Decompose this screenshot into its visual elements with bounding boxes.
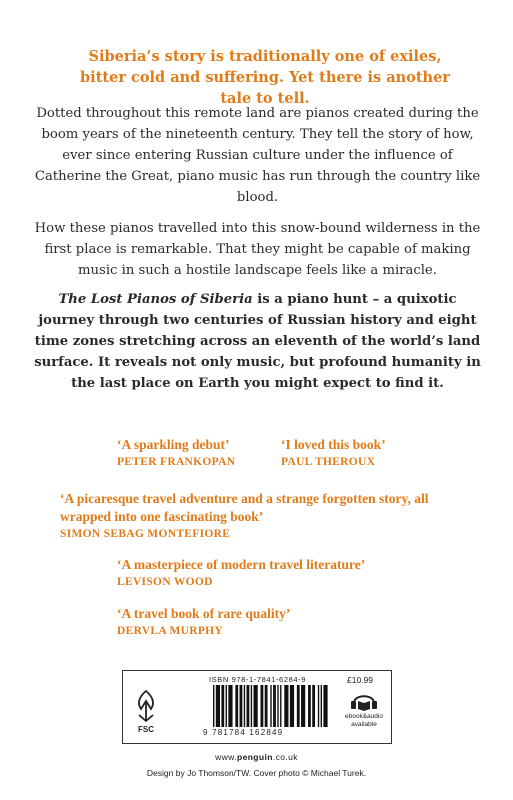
barcode-bar: [261, 685, 264, 727]
quote-text: ‘I loved this book’: [281, 437, 386, 452]
review-quote: [60, 490, 480, 542]
barcode-bar: [254, 685, 258, 727]
barcode-bar: [280, 685, 281, 727]
quote-text: ‘A travel book of rare quality’: [117, 606, 291, 621]
price-text: £10.99: [347, 675, 373, 685]
description-paragraph-3-text: is a piano hunt – a quixotic journey through two centuries of Russian history and eight time zones stretching across an eleventh of the world’s land surface. It reveals not only music, but profound humanity in the last place on Earth you might expect to find it.: [34, 292, 481, 391]
quote-author: SIMON SEBAG MONTEFIORE: [60, 528, 231, 540]
isbn-text: ISBN 978-1-7841-6284-9: [209, 675, 307, 684]
barcode-bar: [244, 685, 245, 727]
description-paragraph-3: [30, 289, 485, 394]
barcode-bar: [251, 685, 252, 727]
barcode-bar: [273, 685, 276, 727]
barcode-bar: [221, 685, 224, 727]
review-quote: [117, 436, 235, 470]
barcode-bar: [270, 685, 271, 727]
url-brand: penguin: [236, 752, 273, 762]
barcode-bar: [297, 685, 300, 727]
review-quote: [117, 605, 290, 639]
barcode-bar: [228, 685, 232, 727]
barcode-bar: [290, 685, 294, 727]
description-paragraph-2: How these pianos travelled into this snow-bound wilderness in the first place is remarkable. That they might be capable of making music in such a hostile landscape feels like a miracle.: [34, 221, 481, 278]
review-quote: [117, 556, 365, 590]
barcode-panel: [122, 670, 392, 744]
barcode-bar: [265, 685, 268, 727]
quote-author: DERVLA MURPHY: [117, 625, 224, 637]
barcode-bar: [318, 685, 319, 727]
fsc-label: FSC: [138, 725, 154, 734]
barcode-bar: [247, 685, 250, 727]
barcode-bar: [213, 685, 214, 727]
barcode-bar: [226, 685, 227, 727]
review-quote: [281, 436, 386, 470]
ebook-audio-label: ebook&audio available: [345, 713, 383, 728]
quote-text: ‘A sparkling debut’: [117, 437, 230, 452]
quote-text: ‘A picaresque travel adventure and a strange forgotten story, all wrapped into one fascinating book’: [60, 491, 429, 524]
barcode-bar: [308, 685, 311, 727]
barcode-digits: 9 781784 162849: [203, 728, 284, 737]
intro-blurb: Siberia’s story is traditionally one of exiles, bitter cold and suffering. Yet there is another tale to tell.: [80, 48, 450, 107]
quote-author: PAUL THEROUX: [281, 456, 376, 468]
barcode-bar: [216, 685, 220, 727]
description-paragraph-1: Dotted throughout this remote land are pianos created during the boom years of the nineteenth century. They tell the story of how, ever since entering Russian culture under the influence of Catherine the Great, piano music has run through the country like blood.: [34, 106, 481, 205]
publisher-url[interactable]: [0, 752, 513, 762]
quote-text: ‘A masterpiece of modern travel literature’: [117, 557, 366, 572]
barcode-bar: [240, 685, 243, 727]
design-credits: Design by Jo Thomson/TW. Cover photo © Michael Turek.: [146, 768, 367, 778]
barcode-bar: [301, 685, 305, 727]
barcode-bar: [312, 685, 315, 727]
barcode-bar: [323, 685, 327, 727]
barcode-bars: [213, 685, 329, 727]
quote-author: LEVISON WOOD: [117, 576, 213, 588]
quote-author: PETER FRANKOPAN: [117, 456, 236, 468]
barcode-bar: [277, 685, 278, 727]
barcode-bar: [235, 685, 238, 727]
url-prefix: www.: [215, 752, 237, 762]
book-title: The Lost Pianos of Siberia: [58, 292, 253, 307]
url-suffix: .co.uk: [272, 752, 298, 762]
headphones-book-icon: [349, 689, 379, 711]
barcode-bar: [284, 685, 288, 727]
barcode-bar: [321, 685, 322, 727]
